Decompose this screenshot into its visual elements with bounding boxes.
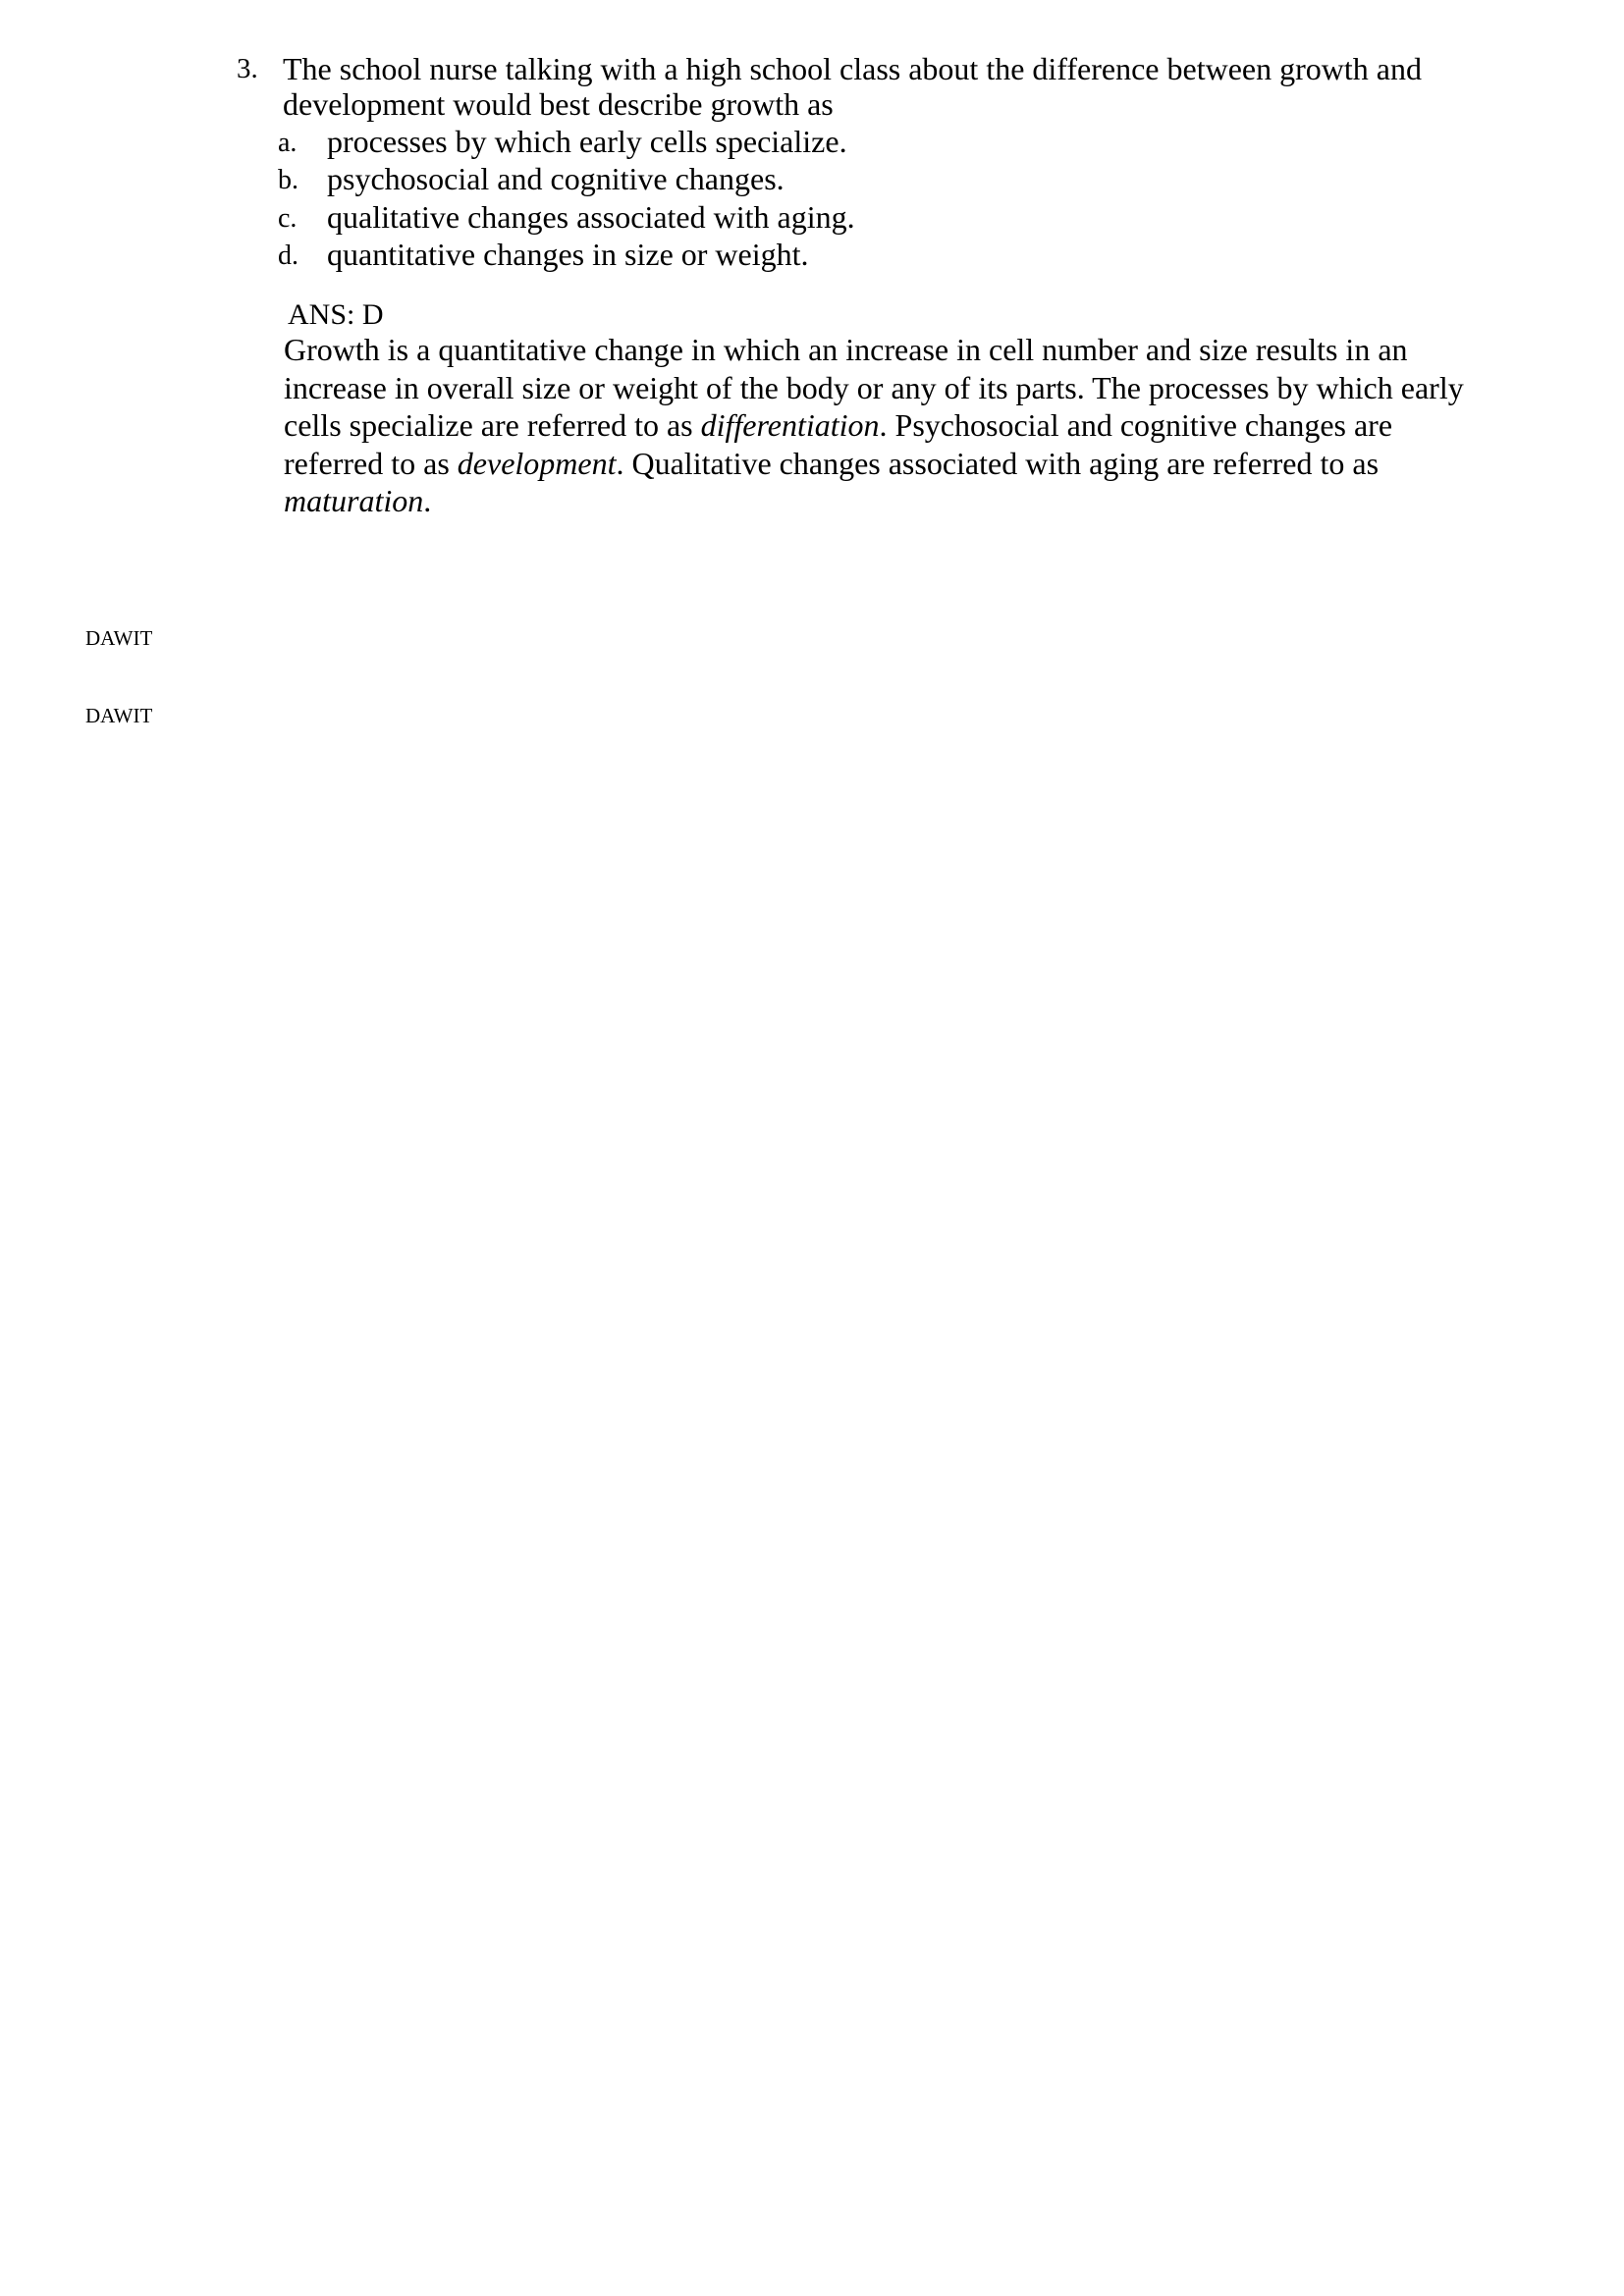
term-development: development [457,445,617,481]
rationale-text: . Psychosocial and cognitive changes are [879,407,1393,444]
option-d-letter: d. [278,240,298,271]
rationale-text: cells specialize are referred to as [284,407,701,444]
watermark-label-1: DAWIT [85,626,153,650]
option-b-text: psychosocial and cognitive changes. [327,161,785,196]
rationale-text: . Qualitative changes associated with aging are referred to as [616,445,1380,481]
answer-rationale [284,331,1541,520]
option-a-letter: a. [278,128,298,158]
rationale-text: . [423,483,432,519]
rationale-line-2 [284,369,1541,407]
answer-label: ANS: D [288,298,384,331]
rationale-line-3 [284,406,1541,445]
question-number: 3. [237,53,258,84]
rationale-line-4 [284,445,1541,483]
question-stem-line-2: development would best describe growth as [283,86,834,122]
watermark-label-2: DAWIT [85,704,153,727]
option-c-text: qualitative changes associated with aging. [327,199,855,235]
option-d-text: quantitative changes in size or weight. [327,237,809,272]
rationale-line-5 [284,482,1541,520]
term-maturation: maturation [284,483,424,519]
option-b-letter: b. [278,165,298,195]
option-a-text: processes by which early cells specialize. [327,124,847,159]
term-differentiation: differentiation [700,407,880,444]
rationale-text: referred to as [284,445,458,481]
rationale-text: increase in overall size or weight of the body or any of its parts. The processes by which early [284,369,1464,405]
rationale-line-1 [284,331,1541,369]
question-stem [283,51,1559,122]
question-stem-line-1: The school nurse talking with a high school class about the difference between growth and [283,51,1422,86]
option-c-letter: c. [278,203,298,234]
rationale-text: Growth is a quantitative change in which an increase in cell number and size results in an [284,332,1408,367]
